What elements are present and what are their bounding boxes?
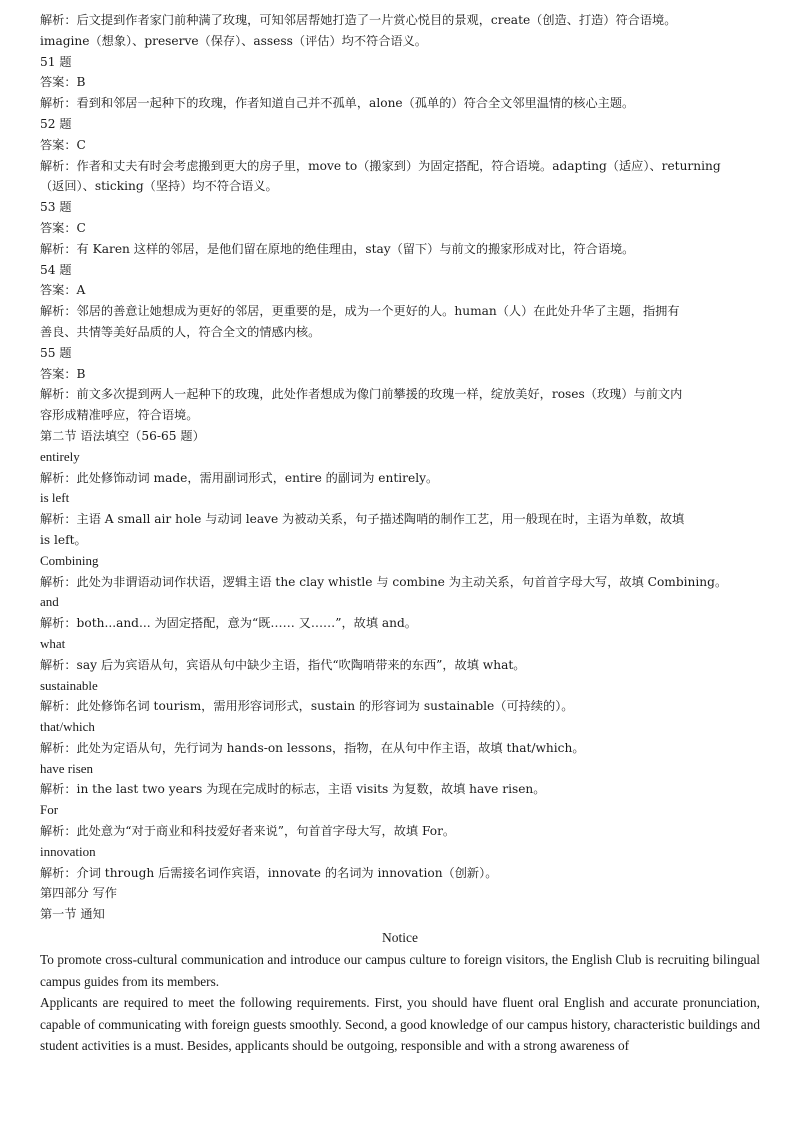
notice-title: Notice: [382, 930, 418, 946]
question-55-answer: 答案：B: [40, 366, 86, 381]
grammar-analysis: 解析：此处为定语从句，先行词为 hands-on lessons，指物，在从句中作主语，故填 that/which。: [40, 740, 585, 755]
grammar-answer: and: [40, 594, 59, 610]
grammar-analysis: 解析：此处为非谓语动词作状语，逻辑主语 the clay whistle 与 combine 为主动关系，句首首字母大写，故填 Combining。: [40, 574, 728, 589]
notice-paragraph-2: Applicants are required to meet the following requirements. First, you should have fluent oral English and accurate pronunciation, capable of communicating with foreign guests smoothly. Second, a good knowledge of our campus history, characteristic buildings and student activities is a must. Besides, applicants should be outgoing, responsible and with a strong awareness of: [40, 995, 760, 1054]
grammar-answer: For: [40, 802, 59, 818]
question-51-answer: 答案：B: [40, 75, 86, 90]
grammar-answer: what: [40, 635, 66, 651]
question-52-answer: 答案：C: [40, 137, 86, 152]
question-54-analysis-1: 解析：邻居的善意让她想成为更好的邻居，更重要的是，成为一个更好的人。human（人）在此处升华了主题，指拥有: [40, 304, 680, 319]
question-52-analysis-1: 解析：作者和丈夫有时会考虑搬到更大的房子里，move to（搬家到）为固定搭配，符合语境。adapting（适应）、returning: [40, 158, 721, 173]
grammar-answer: Combining: [40, 552, 99, 568]
grammar-analysis: 解析：此处意为“对于商业和科技爱好者来说”，句首首字母大写，故填 For。: [40, 824, 456, 839]
grammar-analysis: 解析：此处修饰动词 made，需用副词形式，entire 的副词为 entirely。: [40, 470, 439, 485]
grammar-analysis: 解析：此处修饰名词 tourism，需用形容词形式，sustain 的形容词为 sustainable（可持续的）。: [40, 699, 574, 714]
grammar-analysis-continued: is left。: [40, 532, 87, 547]
grammar-analysis: 解析：介词 through 后需接名词作宾语，innovate 的名词为 innovation（创新）。: [40, 865, 498, 880]
question-51-number: 51 题: [40, 54, 72, 69]
question-54-analysis-2: 善良、共情等美好品质的人，符合全文的情感内核。: [40, 324, 321, 339]
section-2-heading: 第二节 语法填空（56-65 题）: [40, 428, 205, 443]
question-55-number: 55 题: [40, 345, 72, 360]
grammar-answer: innovation: [40, 843, 96, 859]
grammar-analysis: 解析：主语 A small air hole 与动词 leave 为被动关系，句子描述陶哨的制作工艺，用一般现在时，主语为单数，故填: [40, 512, 685, 527]
question-53-number: 53 题: [40, 200, 72, 215]
grammar-analysis: 解析：say 后为宾语从句，宾语从句中缺少主语，指代“吹陶哨带来的东西”，故填 what。: [40, 657, 526, 672]
grammar-answer: that/which: [40, 719, 95, 735]
question-55-analysis-2: 容形成精准呼应，符合语境。: [40, 408, 199, 423]
question-52-analysis-2: （返回）、sticking（坚持）均不符合语义。: [40, 179, 278, 194]
question-52-number: 52 题: [40, 116, 72, 131]
grammar-answer: have risen: [40, 760, 94, 776]
analysis-50-line-1: 解析：后文提到作者家门前种满了玫瑰，可知邻居帮她打造了一片赏心悦目的景观，create（创造、打造）符合语境。: [40, 13, 677, 27]
analysis-50-line-2: imagine（想象）、preserve（保存）、assess（评估）均不符合语义。: [40, 33, 427, 48]
question-51-analysis: 解析：看到和邻居一起种下的玫瑰，作者知道自己并不孤单，alone（孤单的）符合全文邻里温情的核心主题。: [40, 96, 635, 111]
question-54-number: 54 题: [40, 262, 72, 277]
grammar-answer: is left: [40, 490, 70, 506]
notice-paragraph-1: To promote cross-cultural communication and introduce our campus culture to foreign visitors, the English Club is recruiting bilingual campus guides from its members.: [40, 952, 760, 989]
question-53-answer: 答案：C: [40, 220, 86, 235]
part-4-heading: 第四部分 写作: [40, 886, 117, 901]
grammar-answers: [40, 447, 760, 884]
grammar-answer: sustainable: [40, 677, 98, 693]
grammar-analysis: 解析：both...and... 为固定搭配，意为“既…… 又……”，故填 and。: [40, 616, 417, 631]
question-55-analysis-1: 解析：前文多次提到两人一起种下的玫瑰，此处作者想成为像门前攀援的玫瑰一样，绽放美好，roses（玫瑰）与前文内: [40, 387, 683, 402]
grammar-answer: entirely: [40, 448, 80, 464]
question-53-analysis: 解析：有 Karen 这样的邻居，是他们留在原地的绝佳理由，stay（留下）与前文的搬家形成对比，符合语境。: [40, 241, 635, 256]
grammar-analysis: 解析：in the last two years 为现在完成时的标志，主语 visits 为复数，故填 have risen。: [40, 782, 546, 797]
question-54-answer: 答案：A: [40, 283, 86, 298]
section-1-heading: 第一节 通知: [40, 907, 105, 922]
